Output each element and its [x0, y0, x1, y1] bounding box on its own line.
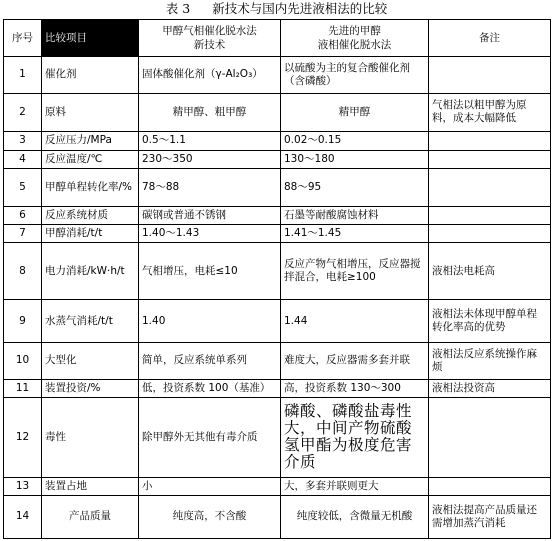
table-caption: [0, 1, 553, 17]
row-no: 7: [4, 224, 42, 242]
row-note: 液相法反应系统操作麻烦: [429, 343, 551, 380]
header-no: 序号: [4, 20, 42, 57]
row-item: 装置占地: [42, 477, 139, 495]
row-item: 水蒸气消耗/t/t: [42, 300, 139, 343]
row-item: 反应压力/MPa: [42, 132, 139, 150]
row-new: 气相增压，电耗≤10: [139, 243, 281, 300]
row-old: 难度大，反应器需多套并联: [281, 343, 429, 380]
table-row: [4, 477, 551, 495]
row-no: 3: [4, 132, 42, 150]
header-old-line2: 液相催化脱水法: [317, 39, 392, 51]
row-new: 1.40～1.43: [139, 224, 281, 242]
row-new: 低，投资系数 100（基准）: [139, 379, 281, 397]
row-new: 碳钢或普通不锈钢: [139, 206, 281, 224]
row-note: 液相法电耗高: [429, 243, 551, 300]
table-number: 表 3: [165, 1, 191, 16]
row-note: [429, 397, 551, 477]
row-note: [429, 57, 551, 94]
row-no: 2: [4, 93, 42, 132]
row-note: 液相法投资高: [429, 379, 551, 397]
row-note: [429, 150, 551, 168]
comparison-table: [3, 19, 551, 539]
table-row: [4, 397, 551, 477]
row-new: 230～350: [139, 150, 281, 168]
row-old: 88～95: [281, 168, 429, 206]
row-no: 1: [4, 57, 42, 94]
row-new: 除甲醇外无其他有毒介质: [139, 397, 281, 477]
row-new: 78～88: [139, 168, 281, 206]
row-old: 以硫酸为主的复合酸催化剂（含磷酸）: [281, 57, 429, 94]
table-row: [4, 57, 551, 94]
table-row: [4, 206, 551, 224]
row-note: 液相法未体现甲醇单程转化率高的优势: [429, 300, 551, 343]
table-row: [4, 343, 551, 380]
row-note: [429, 206, 551, 224]
row-item: 产品质量: [42, 495, 139, 538]
row-new: 0.5～1.1: [139, 132, 281, 150]
header-old-line1: 先进的甲醇: [328, 25, 381, 37]
row-item: 毒性: [42, 397, 139, 477]
header-note: 备注: [429, 20, 551, 57]
table-row: [4, 168, 551, 206]
table-row: [4, 93, 551, 132]
header-new-tech: [139, 20, 281, 57]
row-note: [429, 168, 551, 206]
header-new-line1: 甲醇气相催化脱水法: [162, 25, 257, 37]
row-note: 气相法以粗甲醇为原料，成本大幅降低: [429, 93, 551, 132]
row-old: 1.44: [281, 300, 429, 343]
row-no: 11: [4, 379, 42, 397]
row-note: [429, 477, 551, 495]
row-old: 精甲醇: [281, 93, 429, 132]
row-old: 纯度较低，含微量无机酸: [281, 495, 429, 538]
table-row: [4, 243, 551, 300]
row-item: 甲醇单程转化率/%: [42, 168, 139, 206]
table-row: [4, 379, 551, 397]
row-item: 装置投资/%: [42, 379, 139, 397]
row-item: 反应系统材质: [42, 206, 139, 224]
header-item: 比较项目: [42, 20, 139, 57]
row-old: 反应产物气相增压，反应器搅拌混合，电耗≥100: [281, 243, 429, 300]
row-note: [429, 132, 551, 150]
row-note: [429, 224, 551, 242]
row-old: 高，投资系数 130～300: [281, 379, 429, 397]
row-new: 精甲醇、粗甲醇: [139, 93, 281, 132]
row-no: 10: [4, 343, 42, 380]
table-row: [4, 150, 551, 168]
table-row: [4, 224, 551, 242]
header-row: [4, 20, 551, 57]
row-item: 催化剂: [42, 57, 139, 94]
table-row: [4, 132, 551, 150]
row-old: 石墨等耐酸腐蚀材料: [281, 206, 429, 224]
row-no: 5: [4, 168, 42, 206]
table-title: 新技术与国内先进液相法的比较: [212, 1, 388, 16]
row-no: 14: [4, 495, 42, 538]
row-no: 13: [4, 477, 42, 495]
row-new: 小: [139, 477, 281, 495]
row-old: 磷酸、磷酸盐毒性大，中间产物硫酸氢甲酯为极度危害介质: [281, 397, 429, 477]
row-no: 6: [4, 206, 42, 224]
row-new: 1.40: [139, 300, 281, 343]
row-new: 固体酸催化剂（γ-Al₂O₃）: [139, 57, 281, 94]
row-old: 0.02～0.15: [281, 132, 429, 150]
row-no: 9: [4, 300, 42, 343]
row-new: 纯度高，不含酸: [139, 495, 281, 538]
row-old: 130～180: [281, 150, 429, 168]
row-note: 液相法提高产品质量还需增加蒸汽消耗: [429, 495, 551, 538]
row-no: 4: [4, 150, 42, 168]
row-item: 电力消耗/kW·h/t: [42, 243, 139, 300]
table-row: [4, 495, 551, 538]
header-liquid-method: [281, 20, 429, 57]
row-no: 8: [4, 243, 42, 300]
table-row: [4, 300, 551, 343]
row-item: 大型化: [42, 343, 139, 380]
row-old: 大，多套并联则更大: [281, 477, 429, 495]
row-new: 简单，反应系统单系列: [139, 343, 281, 380]
row-item: 甲醇消耗/t/t: [42, 224, 139, 242]
row-item: 原料: [42, 93, 139, 132]
header-new-line2: 新技术: [193, 39, 226, 51]
row-no: 12: [4, 397, 42, 477]
row-item: 反应温度/℃: [42, 150, 139, 168]
row-old: 1.41～1.45: [281, 224, 429, 242]
